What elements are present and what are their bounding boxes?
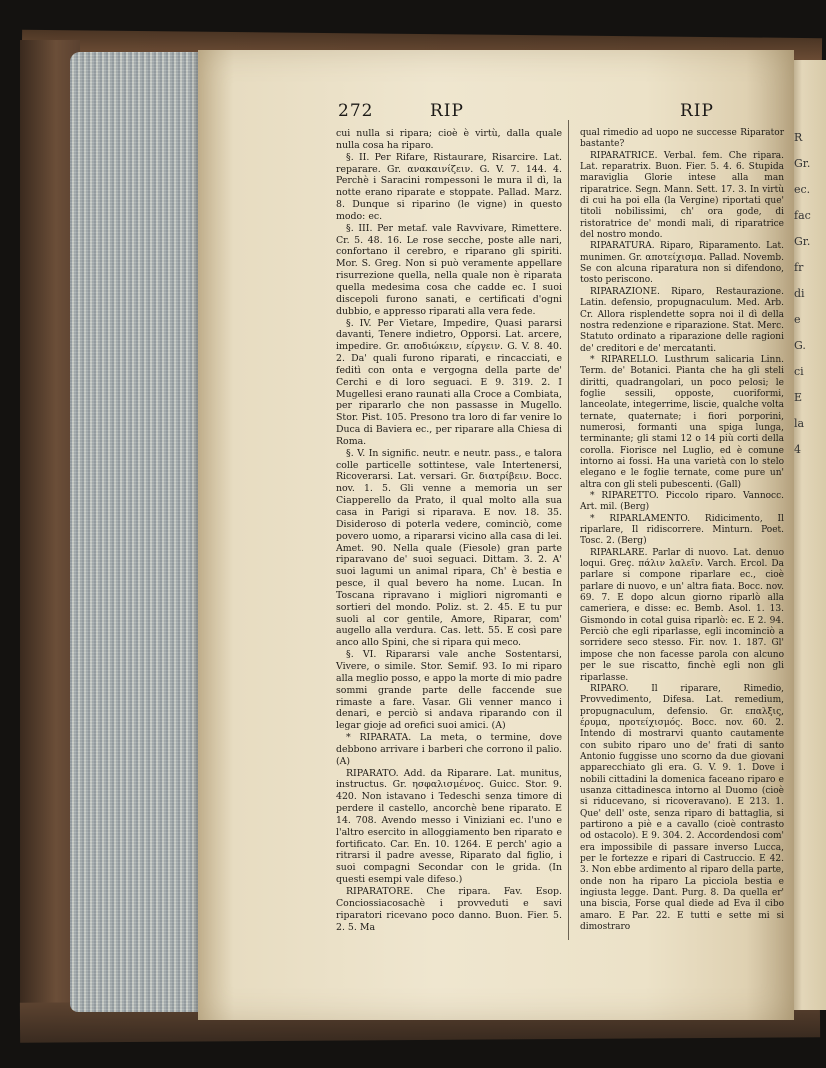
facing-page-fragment: fr (794, 261, 804, 274)
entry-text: §. III. Per metaf. vale Ravvivare, Rimettere. Cr. 5. 48. 16. Le rose secche, poste alle nari, confortano il cerebro, e riparano gli spiriti. Mor. S. Greg. Non si può veramente appellare risurrezione quella, nella quale non è riparata quella medesima cosa che cadde ec. I suoi discepoli furono sanati, e certificati d'ogni dubbio, e appresso riparati alla vera fede. (336, 222, 562, 317)
entry-text: RIPARATURA. Riparo, Riparamento. Lat. munimen. Gr. αποτείχισμα. Pallad. Novemb. Se con alcuna riparatura non si difendono, tosto periscono. (580, 241, 784, 286)
entry-text: RIPARATO. Add. da Riparare. Lat. munitus, instructus. Gr. ησφαλισμένος. Guicc. Stor. 9. 420. Non istavano i Tedeschi senza timore di perdere il castello, ancorchè bene riparato. E 14. 708. Avendo messo i Viniziani ec. l'uno e l'altro esercito in alloggiamento ben riparato e fortificato. Car. En. 10. 1264. E perch' agio a ritrarsi il padre avesse, Riparato dal figlio, i suoi compagni Secondar con le grida. (In questi esempi vale difeso.) (336, 767, 562, 886)
facing-page-fragment: e (794, 313, 801, 326)
entry-text: qual rimedio ad uopo ne successe Riparator bastante? (580, 128, 784, 150)
facing-page-fragment: Gr. (794, 235, 811, 248)
facing-page-fragment: Gr. (794, 157, 811, 170)
entry-text: * RIPARETTO. Piccolo riparo. Vannocc. Art. mil. (Berg) (580, 491, 784, 513)
entry-text: * RIPARELLO. Lusthrum salicaria Linn. Term. de' Botanici. Pianta che ha gli steli diritti, quadrangolari, un poco pelosi; le foglie sessili, opposte, cuoriformi, lanceolate, integerrime, liscie, qualche volta ternate, quaternate; i fiori porporini, numerosi, formanti una spiga lunga, terminante; gli stami 12 o 14 più corti della corolla. Fiorisce nel Luglio, ed è comune intorno ai fossi. Ha una varietà con lo stelo elegano e le foglie ternate, come pure un' altra con gli steli pubescenti. (Gall) (580, 354, 784, 490)
facing-page-fragment: la (794, 417, 805, 430)
entry-text: §. VI. Ripararsi vale anche Sostentarsi, Vivere, o simile. Stor. Semif. 93. Io mi riparo alla meglio posso, e appo la morte di mio padre sommi grande parte delle faccende sue rimaste a fare. Vasar. Gli venner manco i denari, e perciò si andava riparando con il legar gioje ad orefici suoi amici. (A) (336, 649, 562, 732)
entry-text: * RIPARATA. La meta, o termine, dove debbono arrivare i barberi che corrono il palio. (A) (336, 732, 562, 767)
facing-page-fragment: E (794, 391, 803, 404)
facing-page-fragment: 4 (794, 443, 801, 456)
entry-text: * RIPARLAMENTO. Ridicimento, Il riparlare, Il ridiscorrere. Minturn. Poet. Tosc. 2. (Berg) (580, 513, 784, 547)
right-column (580, 128, 784, 933)
entry-text: §. II. Per Rifare, Ristaurare, Risarcire. Lat. reparare. Gr. ανακαινίζειν. G. V. 7. 144. 4. Perchè i Saracini rompessoni le mura il dì, la notte erano riparate e stoppate. Pallad. Marz. 8. Dunque si riparino (le vigne) in questo modo: ec. (336, 151, 562, 222)
entry-text: RIPARAZIONE. Riparo, Restaurazione. Latin. defensio, propugnaculum. Med. Arb. Cr. Allora risplendette sopra noi il dì della nostra redenzione e riparazione. Stat. Merc. Statuto ordinato a riparazione delle ragioni de' creditori e de' mercatanti. (580, 286, 784, 354)
entry-text: RIPARATRICE. Verbal. fem. Che ripara. Lat. reparatrix. Buon. Fier. 5. 4. 6. Stupida maraviglia Glorie intese alla man riparatrice. Segn. Mann. Sett. 17. 3. In virtù di cui ha poi ella (la Vergine) riportati que' titoli nobilissimi, ch' ora gode, di ristoratrice de' mondi mali, di riparatrice del nostro mondo. (580, 150, 784, 241)
facing-page-fragment: di (794, 287, 805, 300)
entry-text: RIPARLARE. Parlar di nuovo. Lat. denuo loqui. Greç. πάλιν λαλεῖν. Varch. Ercol. Da parlare si compone riparlare ec., cioè parlare di nuovo, e un' altra fiata. Bocc. nov. 69. 7. E dopo alcun giorno riparlò alla cameriera, e disse: ec. Bemb. Asol. 1. 13. Gismondo in cotal guisa riparlò: ec. E 2. 94. Perciò che egli riparlasse, egli incominciò a sorridere seco stesso. Fir. nov. 1. 187. Gl' impose che non facesse parola con alcuno per le sue riscatto, finchè egli non gli riparlasse. (580, 547, 784, 683)
facing-page-fragment: fac (794, 209, 811, 222)
facing-page-fragment: ec. (794, 183, 811, 196)
entry-text: cui nulla si ripara; cioè è virtù, dalla quale nulla cosa ha riparo. (336, 128, 562, 151)
column-rule (568, 120, 569, 940)
page-number: 272 (338, 101, 374, 121)
entry-text: RIPARO. Il riparare, Rimedio, Provvedimento, Difesa. Lat. remedium, propugnaculum, defensio. Gr. επαλξις, έρυμα, προτείχισμός. Bocc. nov. 60. 2. Intendo di mostrarvi quanto cautamente con subito riparo uno de' frati di santo Antonio fuggisse uno scorno da due giovani apparecchiato gli era. G. V. 9. 1. Dove i nobili cittadini la domenica faceano riparo e usanza cittadinesca intorno al Duomo (cioè si riducevano, si ricoveravano). E 213. 1. Que' dell' oste, senza riparo di battaglia, si partirono a piè e a cavallo (cioè contrasto od ostacolo). E 9. 304. 2. Accordendosi com' era impossibile di passare inverso Lucca, per le fortezze e ripari di Castruccio. E 42. 3. Non ebbe ardimento al riparo della parte, onde non ha riparo La picciola bestia e ingiusta legge. Dant. Purg. 8. Da quella er' una biscia, Forse qual diede ad Eva il cibo amaro. E Par. 22. E tutti e sette mi si dimostraro (580, 683, 784, 933)
entry-text: RIPARATORE. Che ripara. Fav. Esop. Conciossiacosachè i provveduti e savi riparatori ricevano poco danno. Buon. Fier. 5. 2. 5. Ma (336, 886, 562, 933)
facing-page-fragment: R (794, 131, 803, 144)
page-edges-stack (70, 52, 208, 1012)
facing-page-fragment: G. (794, 339, 806, 352)
running-head-right: RIP (680, 101, 714, 121)
entry-text: §. IV. Per Vietare, Impedire, Quasi pararsi davanti, Tenere indietro, Opporsi. Lat. arcere, impedire. Gr. αποδιώκειν, είργειν. G. V. 8. 40. 2. Da' quali furono riparati, e rincacciati, e feditì con onta e vergogna della parte de' Cerchi e di loro seguaci. E 9. 319. 2. I Mugellesi erano raunati alla Croce a Combiata, per ripararlo che non passasse in Mugello. Stor. Pist. 105. Presono tra loro di far venire lo Duca di Baviera ec., per riparare alla Chiesa di Roma. (336, 317, 562, 447)
entry-text: §. V. In signific. neutr. e neutr. pass., e talora colle particelle sottintese, vale Intertenersi, Ricoverarsi. Lat. versari. Gr. διατρίβειν. Bocc. nov. 1. 5. Gli venne a memoria un ser Ciapperello da Prato, il qual molto alla sua casa in Parigi si riparava. E nov. 18. 35. Disideroso di poterla vedere, cominciò, come povero uomo, a ripararsi vicino alla casa di lei. Amet. 90. Nella quale (Fiesole) gran parte riparavano de' suoi seguaci. Dittam. 3. 2. A' suoi lagumi un animal ripara, Ch' è bestia e pesce, il qual bevero ha nome. Lucan. In Toscana ripravano i migliori nigromanti e sortieri del mondo. Poliz. st. 2. 45. E tu pur suoli al cor gentile, Amore, Riparar, com' augello alla verdura. Cas. lett. 55. E così pare anco allo Spini, che si ripara qui meco. (336, 447, 562, 649)
left-column (336, 128, 562, 933)
facing-page-fragment: ci (794, 365, 804, 378)
running-head-left: RIP (430, 101, 464, 121)
